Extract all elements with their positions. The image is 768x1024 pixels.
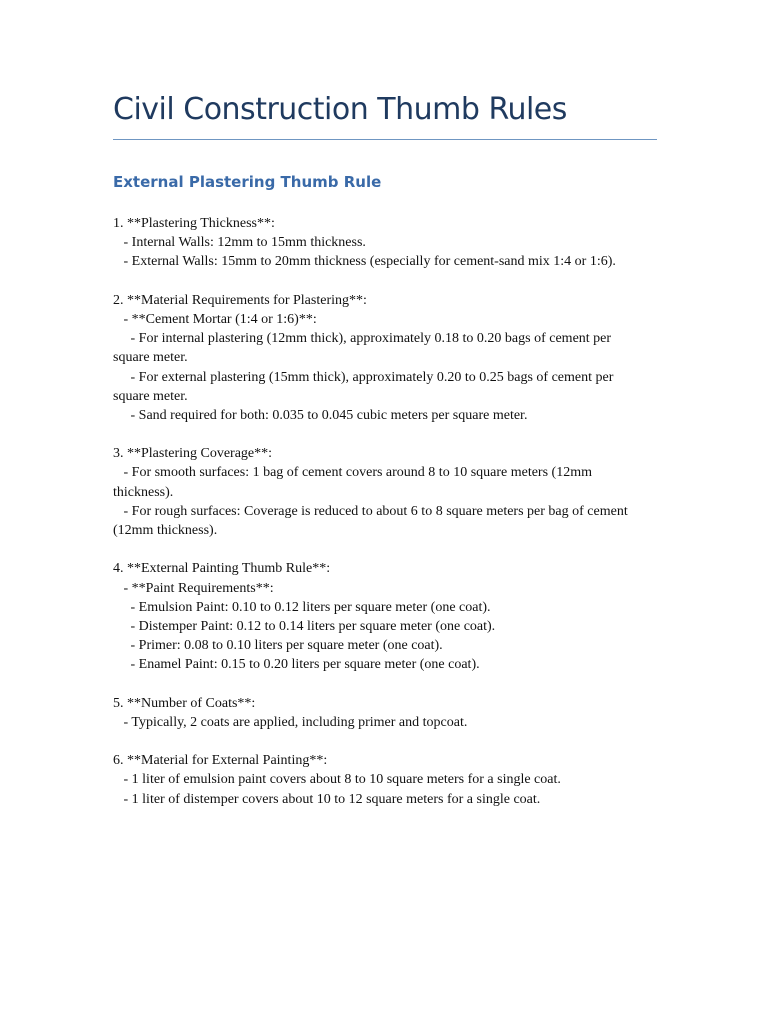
blank-line [113, 732, 663, 751]
body-line: - **Cement Mortar (1:4 or 1:6)**: [113, 311, 317, 327]
blank-line [113, 272, 663, 291]
body-line: - Distemper Paint: 0.12 to 0.14 liters per square meter (one coat). [113, 618, 496, 634]
title-underline [113, 139, 657, 140]
body-line: - Internal Walls: 12mm to 15mm thickness. [113, 235, 366, 251]
body-line: - 1 liter of emulsion paint covers about 8 to 10 square meters for a single coat. [113, 772, 561, 788]
body-line: 1. **Plastering Thickness**: [113, 216, 275, 231]
body-line: square meter. [113, 350, 188, 366]
body-line: 4. **External Painting Thumb Rule**: [113, 561, 331, 577]
body-line: square meter. [113, 388, 188, 404]
body-line: 2. **Material Requirements for Plastering**: [113, 292, 367, 308]
section-heading: External Plastering Thumb Rule [113, 173, 382, 191]
body-line: thickness). [113, 484, 174, 500]
body-line: 6. **Material for External Painting**: [113, 753, 328, 769]
body-line: - **Paint Requirements**: [113, 580, 274, 596]
document-title: Civil Construction Thumb Rules [113, 92, 567, 127]
body-line: - For internal plastering (12mm thick), approximately 0.18 to 0.20 bags of cement per [113, 331, 612, 347]
body-line: 5. **Number of Coats**: [113, 695, 256, 711]
body-line: 3. **Plastering Coverage**: [113, 446, 273, 462]
body-line: - For rough surfaces: Coverage is reduced to about 6 to 8 square meters per bag of cement [113, 503, 628, 519]
body-line: (12mm thickness). [113, 523, 218, 538]
body-line: - Primer: 0.08 to 0.10 liters per square meter (one coat). [113, 638, 443, 654]
body-line: - Typically, 2 coats are applied, including primer and topcoat. [113, 714, 468, 730]
body-line: - External Walls: 15mm to 20mm thickness (especially for cement-sand mix 1:4 or 1:6). [113, 254, 616, 270]
body-line: - Enamel Paint: 0.15 to 0.20 liters per square meter (one coat). [113, 657, 480, 673]
document-body [113, 214, 663, 809]
blank-line [113, 675, 663, 694]
blank-line [113, 540, 663, 559]
body-line: - 1 liter of distemper covers about 10 to 12 square meters for a single coat. [113, 791, 541, 807]
body-line: - For smooth surfaces: 1 bag of cement covers around 8 to 10 square meters (12mm [113, 465, 592, 481]
body-line: - Emulsion Paint: 0.10 to 0.12 liters per square meter (one coat). [113, 599, 491, 615]
blank-line [113, 425, 663, 444]
body-line: - Sand required for both: 0.035 to 0.045 cubic meters per square meter. [113, 407, 528, 423]
body-line: - For external plastering (15mm thick), approximately 0.20 to 0.25 bags of cement per [113, 369, 614, 385]
